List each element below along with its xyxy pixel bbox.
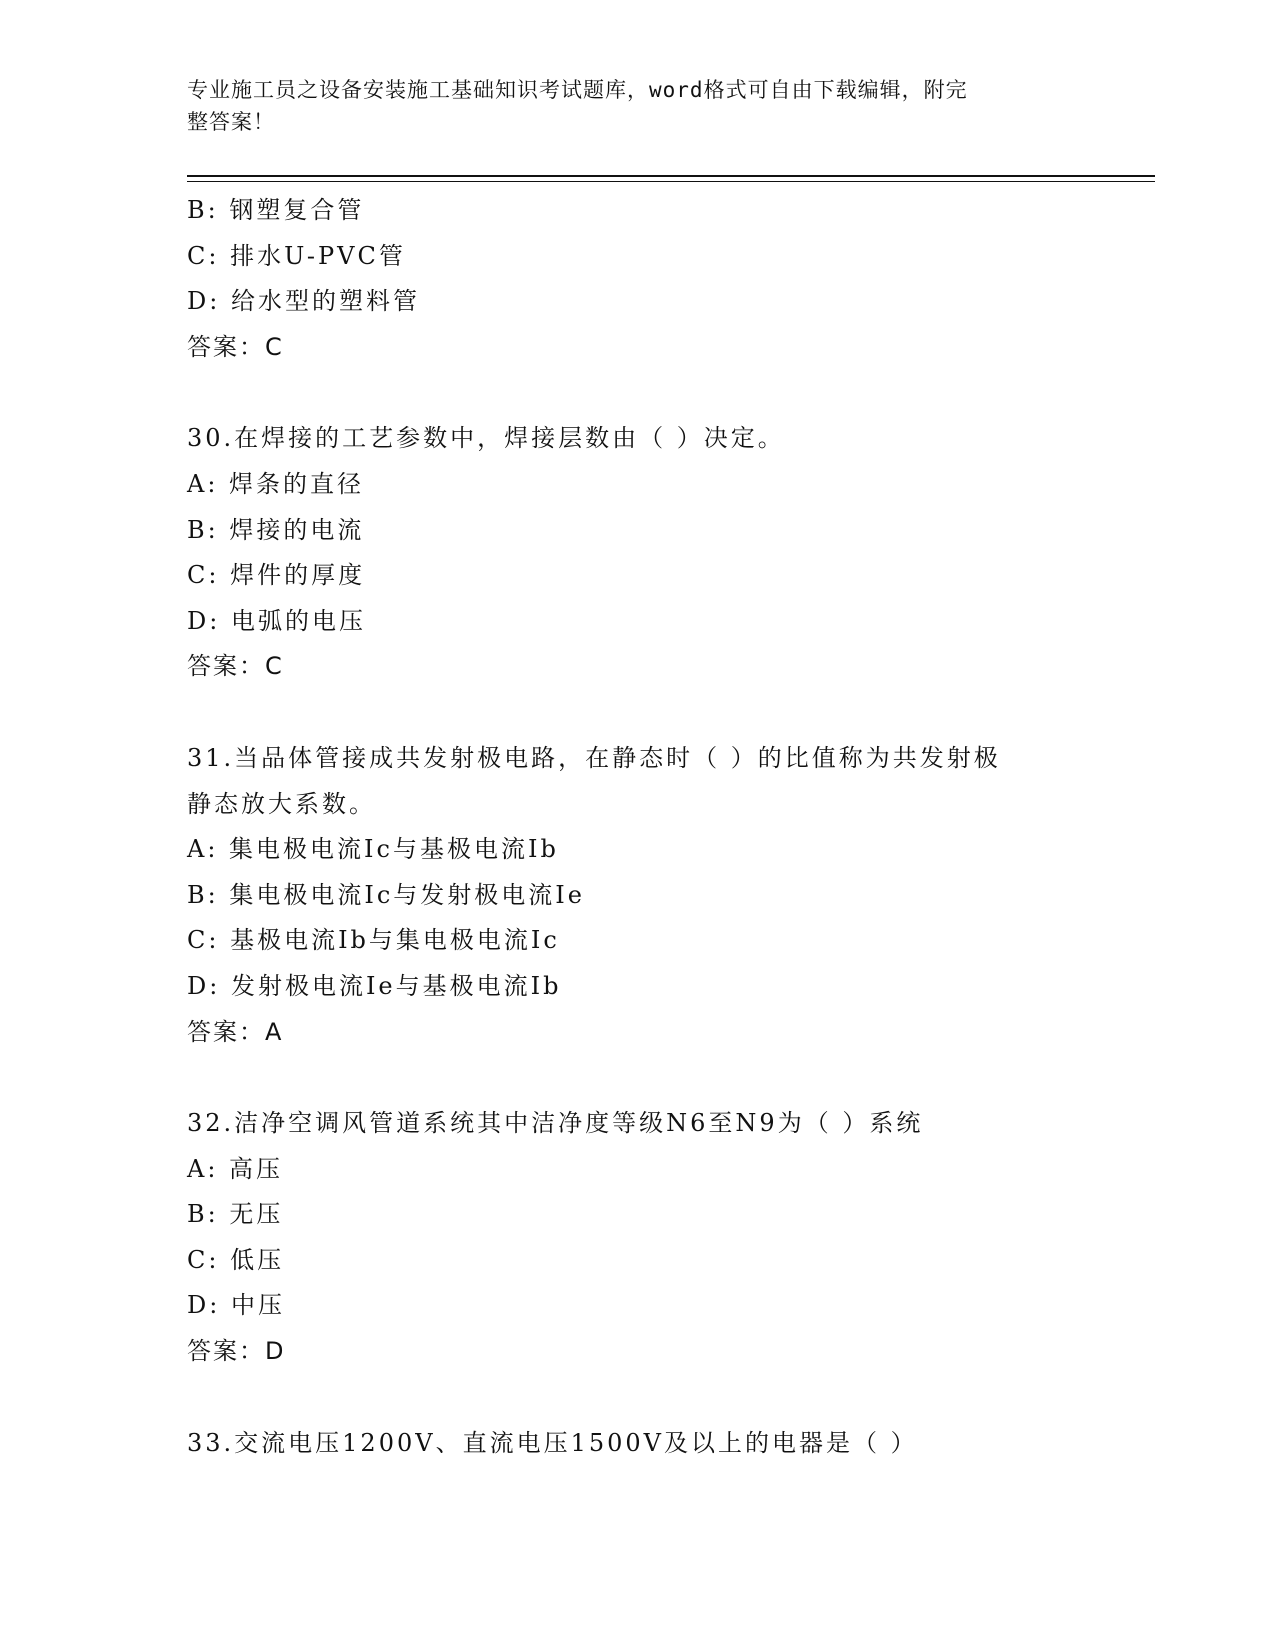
question-text: 33.交流电压1200V、直流电压1500V及以上的电器是（ ） bbox=[187, 1428, 918, 1457]
option-a: A: 高压 bbox=[187, 1154, 284, 1183]
header-line-2: 整答案！ bbox=[187, 110, 275, 134]
question-list bbox=[187, 188, 1087, 1466]
option-b: B: 集电极电流Ic与发射极电流Ie bbox=[187, 880, 585, 909]
option-b: B: 无压 bbox=[187, 1200, 284, 1229]
answer-line: 答案：A bbox=[187, 1017, 284, 1046]
question-block-33 bbox=[187, 1421, 1087, 1467]
question-text-continued: 静态放大系数。 bbox=[187, 789, 376, 818]
option-d: D: 中压 bbox=[187, 1291, 285, 1320]
option-b: B: 钢塑复合管 bbox=[187, 196, 365, 224]
question-block-30 bbox=[187, 416, 1087, 690]
answer-line: 答案：D bbox=[187, 1337, 286, 1366]
question-block-31 bbox=[187, 736, 1087, 1055]
option-c: C: 排水U-PVC管 bbox=[187, 241, 406, 270]
answer-line: 答案：C bbox=[187, 652, 284, 681]
header-divider-thin bbox=[187, 181, 1155, 182]
option-d: D: 电弧的电压 bbox=[187, 606, 366, 635]
answer-line: 答案：C bbox=[187, 332, 284, 361]
option-c: C: 焊件的厚度 bbox=[187, 561, 366, 590]
option-a: A: 集电极电流Ic与基极电流Ib bbox=[187, 835, 559, 864]
option-c: C: 低压 bbox=[187, 1245, 285, 1274]
question-block-32 bbox=[187, 1101, 1087, 1375]
header-divider-thick bbox=[187, 175, 1155, 177]
option-b: B: 焊接的电流 bbox=[187, 515, 365, 544]
document-header bbox=[187, 74, 1087, 138]
question-text: 30.在焊接的工艺参数中，焊接层数由（ ）决定。 bbox=[187, 424, 785, 453]
option-d: D: 给水型的塑料管 bbox=[187, 287, 420, 316]
header-line-1: 专业施工员之设备安装施工基础知识考试题库，word格式可自由下载编辑，附完 bbox=[187, 78, 968, 102]
option-a: A: 焊条的直径 bbox=[187, 469, 365, 498]
question-text: 31.当品体管接成共发射极电路，在静态时（ ）的比值称为共发射极 bbox=[187, 743, 1001, 772]
question-text: 32.洁净空调风管道系统其中洁净度等级N6至N9为（ ）系统 bbox=[187, 1109, 924, 1138]
question-block-29 bbox=[187, 188, 1087, 370]
option-d: D: 发射极电流Ie与基极电流Ib bbox=[187, 971, 562, 1000]
option-c: C: 基极电流Ib与集电极电流Ic bbox=[187, 926, 560, 955]
